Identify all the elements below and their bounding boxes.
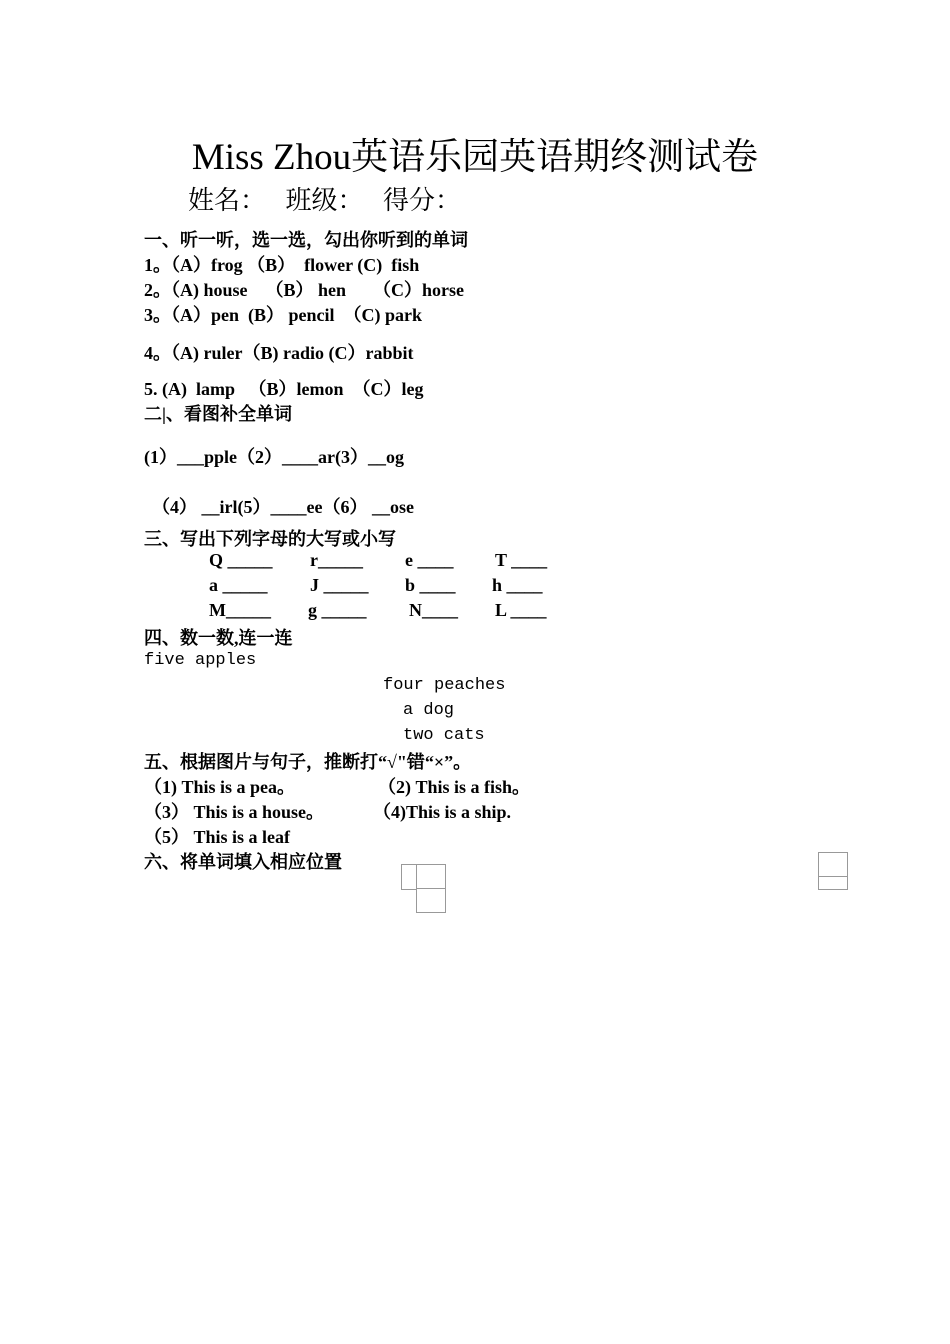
s1-item-1: 1。（A）frog （B） flower (C) fish [144, 255, 420, 275]
s1-item-3: 3。（A）pen (B） pencil （C) park [144, 305, 423, 325]
letter-m: M_____ [209, 600, 271, 620]
letter-h: h ____ [492, 575, 543, 595]
section-5-heading: 五、根据图片与句子，推断打“√"错“×”。 [144, 752, 472, 772]
s1-item-4: 4。（A) ruler（B) radio (C）rabbit [144, 343, 414, 363]
s2-row-2: （4） __irl(5）____ee（6） __ose [152, 497, 414, 517]
section-1-heading: 一、听一听，选一选，勾出你听到的单词 [144, 230, 468, 250]
letter-g: g _____ [308, 600, 367, 620]
letter-b: b ____ [405, 575, 456, 595]
match-right-a-dog: a dog [403, 701, 455, 720]
section-6-heading: 六、将单词填入相应位置 [144, 852, 342, 872]
s5-item-1: （1) This is a pea。 [144, 777, 296, 797]
match-right-two-cats: two cats [403, 726, 485, 745]
crossword-cell-2[interactable] [416, 864, 446, 890]
letter-a: a _____ [209, 575, 268, 595]
letter-t: T ____ [495, 550, 548, 570]
section-2-heading: 二|、看图补全单词 [144, 404, 292, 424]
match-right-four-peaches: four peaches [383, 676, 506, 695]
match-left-five-apples: five apples [144, 651, 257, 670]
crossword-cell-3[interactable] [416, 888, 446, 913]
letter-n: N____ [409, 600, 458, 620]
s5-item-2: （2) This is a fish。 [378, 777, 531, 797]
crossword-cell-4[interactable] [818, 852, 848, 878]
letter-e: e ____ [405, 550, 454, 570]
letter-q: Q _____ [209, 550, 273, 570]
s2-row-1: (1）___pple（2）____ar(3）__og [144, 447, 404, 467]
student-info-line: 姓名： 班级： 得分： [188, 186, 462, 215]
s1-item-2: 2。（A) house （B） hen （C）horse [144, 280, 465, 300]
crossword-cell-5[interactable] [818, 876, 848, 890]
section-3-heading: 三、写出下列字母的大写或小写 [144, 529, 396, 549]
s5-item-3: （3） This is a house。 [144, 802, 325, 822]
s1-item-5: 5. (A) lamp （B）lemon （C）leg [144, 379, 424, 399]
letter-r: r_____ [310, 550, 363, 570]
s5-item-4: （4)This is a ship. [373, 802, 512, 822]
s5-item-5: （5） This is a leaf [144, 827, 291, 847]
letter-l: L ____ [495, 600, 547, 620]
section-4-heading: 四、数一数,连一连 [144, 628, 293, 648]
page-title: Miss Zhou英语乐园英语期终测试卷 [191, 137, 759, 178]
letter-j: J _____ [310, 575, 369, 595]
